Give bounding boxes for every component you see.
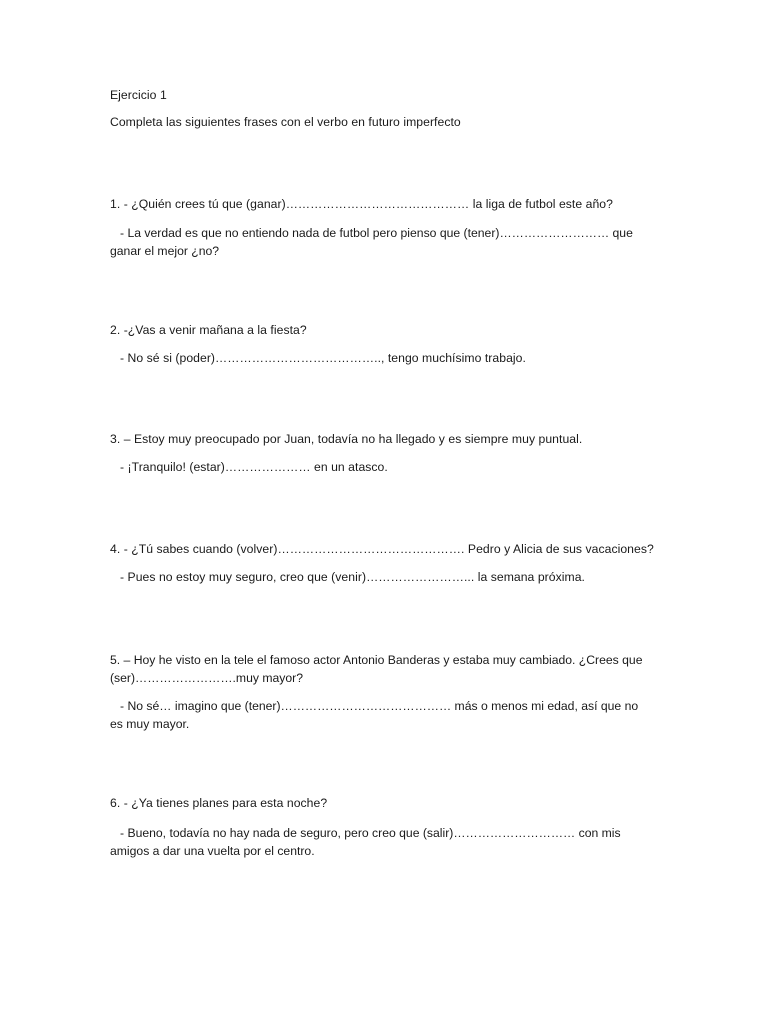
exercise-2-answer: - No sé si (poder)………………………………….., tengo muchísimo trabajo.	[120, 351, 526, 365]
exercise-1-question: 1. - ¿Quién crees tú que (ganar)……………………………………… la liga de futbol este año?	[110, 197, 613, 211]
exercise-6-answer: - Bueno, todavía no hay nada de seguro, pero creo que (salir)………………………… con mis amigos a dar una vuelta por el centro.	[110, 826, 621, 858]
exercise-5-question: 5. – Hoy he visto en la tele el famoso actor Antonio Banderas y estaba muy cambiado. ¿Crees que (ser)…………………….muy mayor?	[110, 653, 643, 685]
instructions: Completa las siguientes frases con el verbo en futuro imperfecto	[110, 115, 461, 129]
exercise-3-answer: - ¡Tranquilo! (estar)………………… en un atasco.	[120, 460, 388, 474]
exercise-1-answer: - La verdad es que no entiendo nada de futbol pero pienso que (tener)……………………… que ganar el mejor ¿no?	[110, 226, 633, 258]
exercise-5-answer: - No sé… imagino que (tener)…………………………………… más o menos mi edad, así que no es muy mayor.	[110, 699, 639, 731]
exercise-title: Ejercicio 1	[110, 88, 167, 102]
exercise-4-question: 4. - ¿Tú sabes cuando (volver)………………………………………. Pedro y Alicia de sus vacaciones?	[110, 542, 654, 556]
exercise-2-question: 2. -¿Vas a venir mañana a la fiesta?	[110, 323, 307, 337]
exercise-6-question: 6. - ¿Ya tienes planes para esta noche?	[110, 796, 328, 810]
exercise-4-answer: - Pues no estoy muy seguro, creo que (venir)……………………... la semana próxima.	[120, 570, 585, 584]
exercise-3-question: 3. – Estoy muy preocupado por Juan, todavía no ha llegado y es siempre muy puntual.	[110, 432, 583, 446]
